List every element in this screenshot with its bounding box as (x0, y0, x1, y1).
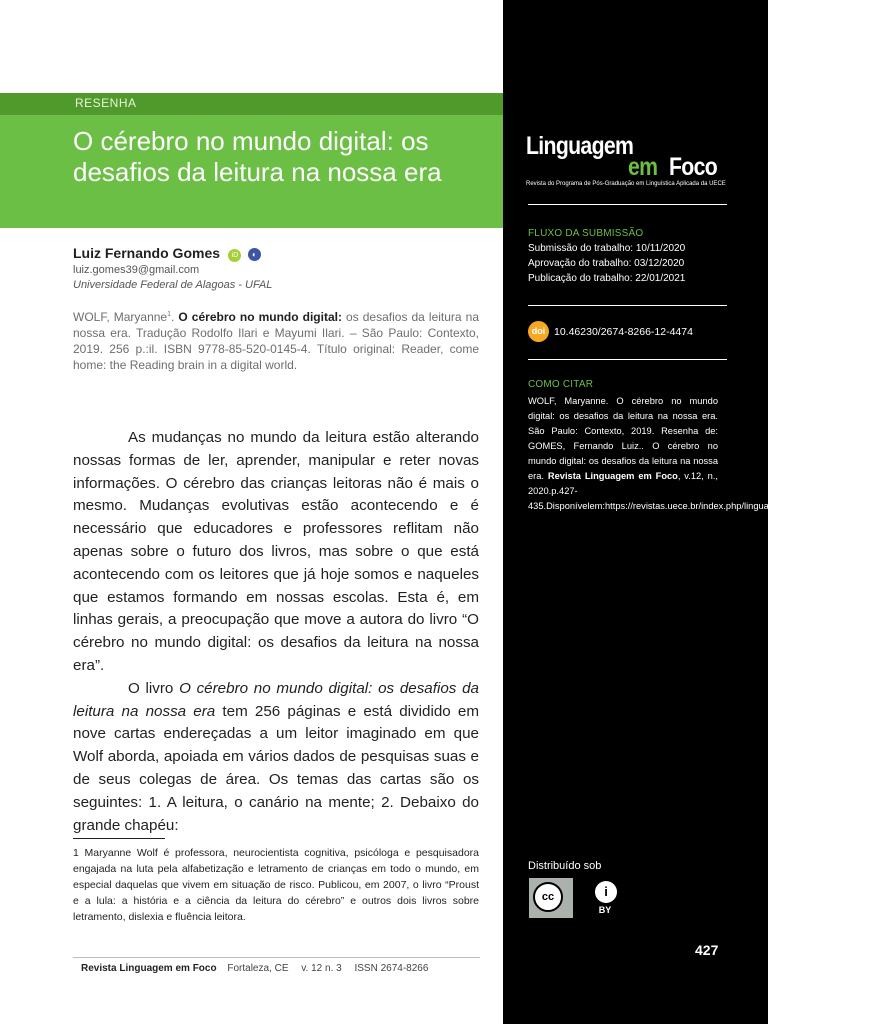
logo-em: em (628, 153, 658, 181)
paragraph-2-rest: tem 256 páginas e está dividido em nove cartas endereçadas a um leitor imaginado em que Wolf aborda, apoiada em vários dados de pesquisas suas e de seus colegas de área. Os temas das cartas são os seguintes: 1. A leitura, o canário na mente; 2. Debaixo do grande chapéu: (73, 702, 479, 834)
logo-subtitle: Revista do Programa de Pós-Graduação em Linguística Aplicada da UECE (526, 181, 726, 187)
reference-book-title: O cérebro no mundo digital: (178, 310, 342, 324)
paragraph-1: As mudanças no mundo da leitura estão alterando nossas formas de ler, aprender, manipular e reter novas informações. O cérebro das crianças leitoras não é mais o mesmo. Mudanças evolutivas estão acontecendo e é necessário que educadores e professores reflitam não apenas sobre o futuro dos livros, mas sobre o que está acontecendo com os leitores que já hoje somos e naqueles que estamos formando em nossas escolas. Esta é, em linhas gerais, a preocupação que move a autora do livro “O cérebro no mundo digital: os desafios da leitura na nossa era”. (73, 429, 479, 674)
orcid-icon[interactable]: iD (228, 249, 241, 262)
footer-divider (73, 957, 480, 958)
footer-volume: v. 12 n. 3 (301, 963, 342, 974)
footer-issn: ISSN 2674-8266 (354, 963, 429, 974)
footer-journal: Revista Linguagem em Foco (81, 963, 217, 974)
author-email[interactable]: luiz.gomes39@gmail.com (73, 264, 200, 276)
by-icon-area (573, 878, 637, 918)
section-tag-bar (0, 93, 503, 115)
doi-link[interactable]: 10.46230/2674-8266-12-4474 (554, 325, 693, 338)
title-banner (0, 115, 503, 228)
footnote-marker[interactable]: 1 (167, 311, 171, 318)
page-number: 427 (695, 942, 719, 958)
approval-date: Aprovação do trabalho: 03/12/2020 (528, 258, 685, 269)
license-label: Distribuído sob (528, 860, 602, 872)
footer-city: Fortaleza, CE (227, 963, 289, 974)
submission-flow-label: FLUXO DA SUBMISSÃO (528, 228, 644, 239)
paragraph-2-start: O livro (128, 679, 180, 697)
journal-logo (526, 133, 731, 187)
sidebar-divider-3 (528, 359, 727, 360)
logo-linguagem: Linguagem (526, 132, 634, 160)
citation-text (528, 394, 892, 514)
cc-icon-area (529, 878, 569, 918)
citation-start: WOLF, Maryanne. O cérebro no mundo digital: os desafios da leitura na nossa era. São Paulo: Contexto, 2019. Resenha de: GOMES, Fernando Luiz.. O cérebro no mundo digital: os desafios da leitura na nossa era. (528, 396, 718, 481)
how-to-cite-label: COMO CITAR (528, 379, 594, 390)
logo-line2 (526, 153, 731, 181)
footnote-divider (73, 838, 165, 839)
article-title: O cérebro no mundo digital: os desafios da leitura na nossa era (73, 126, 442, 187)
cc-icon: cc (533, 882, 563, 912)
reference-details: os desafios da leitura na nossa era. Tradução Rodolfo Ilari e Mayumi Ilari. – São Paulo: Contexto, 2019. 256 p.:il. ISBN 9778-85-520-0145-4. Título original: Reader, come home: the Reading brain in a digital world. (73, 310, 480, 372)
body-text (73, 427, 479, 837)
reference-author: WOLF, Maryanne (73, 310, 168, 324)
section-tag: RESENHA (75, 96, 137, 110)
cc-by-license-badge[interactable] (528, 877, 638, 919)
page-footer (81, 963, 481, 974)
author-name: Luiz Fernando Gomes (73, 245, 221, 261)
footnote: 1 Maryanne Wolf é professora, neurocientista cognitiva, psicóloga e pesquisadora engajada na luta pela alfabetização e letramento de crianças em todo o mundo, em especial daquelas que vivem em situação de risco. Publicou, em 2007, o livro “Proust e a lula: a história e a ciência da leitura do cérebro” e outros dois livros sobre letramento, dislexia e fluência leitora. (73, 847, 479, 923)
book-reference: WOLF, Maryanne$^1$. O cérebro no mundo digital: os desafios da leitura na nossa era. Tradução Rodolfo Ilari e Mayumi Ilari. – São Paulo: Contexto, 2019. 256 p.:il. ISBN 9778-85-520-0145-4. Título original: Reader, come home: the Reading brain in a digital world. (73, 310, 480, 372)
publication-date: Publicação do trabalho: 22/01/2021 (528, 273, 686, 284)
sidebar-divider-1 (528, 204, 727, 205)
paragraph-2-book-title: O cérebro no mundo digital: os desafios da leitura na nossa era (73, 679, 479, 720)
attribution-icon: i (595, 881, 617, 903)
citation-end[interactable]: , v.12, n., 2020.p.427-435.Disponívelem:https://revistas.uece.br/index.php/linguagememfoco/article/view/4474. (528, 471, 892, 511)
sidebar-divider-2 (528, 305, 727, 306)
lattes-icon[interactable]: ◐ (248, 248, 261, 261)
author-block (73, 245, 483, 291)
by-label: BY (598, 905, 612, 915)
paragraph-2 (73, 678, 479, 838)
logo-foco: Foco (669, 153, 718, 181)
author-institution: Universidade Federal de Alagoas - UFAL (73, 279, 273, 291)
doi-row[interactable] (528, 321, 693, 342)
submission-date: Submissão do trabalho: 10/11/2020 (528, 243, 686, 254)
doi-icon: doi (528, 321, 549, 342)
citation-journal: Revista Linguagem em Foco (547, 471, 678, 481)
